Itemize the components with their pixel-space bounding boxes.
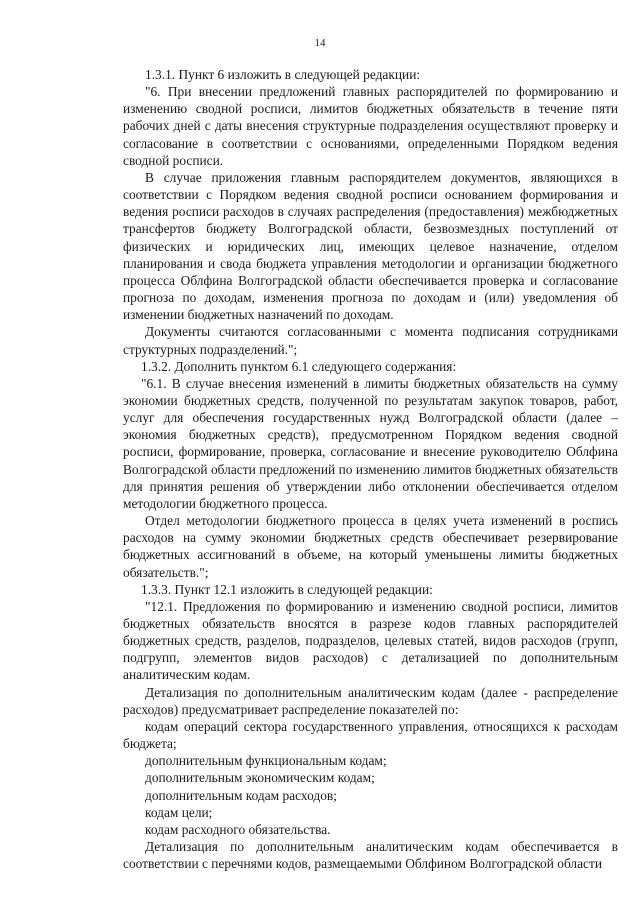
list-item-functional-codes: дополнительным функциональным кодам;: [145, 753, 387, 769]
list-item-operation-codes: кодам операций сектора государственного управления, относящихся к расходам бюджета;: [123, 718, 618, 752]
list-item-obligation-codes: кодам расходного обязательства.: [145, 821, 331, 837]
paragraph-documents-agreed: Документы считаются согласованными с момента подписания сотрудниками структурных подразделений.";: [123, 324, 618, 357]
paragraph-detailing: Детализация по дополнительным аналитическим кодам (далее - распределение расходов) предусматривает распределение показателей по:: [123, 684, 618, 717]
paragraph-methodology-department: Отдел методологии бюджетного процесса в целях учета изменений в роспись расходов на сумму экономии бюджетных средств обеспечивает резервирование бюджетных ассигнований в объеме, на который уменьшены лимиты бюджетных обязательств.";: [123, 513, 618, 580]
page-number: 14: [314, 37, 326, 49]
paragraph-point-12-1: "12.1. Предложения по формированию и изменению сводной росписи, лимитов бюджетных обязательств вносятся в разрезе кодов главных распорядителей бюджетных средств, разделов, подразделов, целевых статей, видов расходов (групп, подгрупп, элементов видов расходов) с детализацией по дополнительным аналитическим кодам.: [123, 598, 618, 683]
paragraph-point-6: "6. При внесении предложений главных распорядителей по формированию и изменению сводной росписи, лимитов бюджетных обязательств в течение пяти рабочих дней с даты внесения структурные подразделения осуществляют проверку и согласование в соответствии с основаниями, определенными Порядком ведения сводной росписи.: [123, 84, 618, 168]
paragraph-1-3-1-heading: 1.3.1. Пункт 6 изложить в следующей редакции:: [145, 67, 421, 82]
paragraph-1-3-2-heading: 1.3.2. Дополнить пунктом 6.1 следующего содержания:: [141, 358, 457, 374]
list-item-economic-codes: дополнительным экономическим кодам;: [145, 770, 375, 786]
list-item-goal-codes: кодам цели;: [145, 804, 213, 820]
paragraph-point-6-1: "6.1. В случае внесения изменений в лимиты бюджетных обязательств на сумму экономии бюджетных средств, полученной по результатам закупок товаров, работ, услуг для обеспечения государственных нужд Волгоградской области (далее – экономия бюджетных средств), предусмотренном Порядком ведения сводной росписи, формирование, проверка, согласование и внесение руководителю Облфина Волгоградской области предложений по изменению лимитов бюджетных обязательств для принятия решения об утверждении либо отклонении обеспечивается отделом методологии бюджетного процесса.: [123, 375, 618, 511]
document-body: [123, 66, 618, 872]
paragraph-documents-attachment: В случае приложения главным распорядителем документов, являющихся в соответствии с Порядком ведения сводной росписи основанием формирования и ведения росписи расходов в случаях распределения (предоставления) межбюджетных трансфертов бюджету Волгоградской области, безвозмездных поступлений от физических и юридических лиц, имеющих целевое назначение, отделом планирования и свода бюджета управления методологии и организации бюджетного процесса Облфина Волгоградской области обеспечивается проверка и согласование прогноза по доходам, изменения прогноза по доходам и (или) уведомления об изменении бюджетных назначений по доходам.: [123, 169, 618, 323]
list-item-expense-codes: дополнительным кодам расходов;: [145, 787, 337, 803]
paragraph-detailing-provision: Детализация по дополнительным аналитическим кодам обеспечивается в соответствии с перечнями кодов, размещаемыми Облфином Волгоградской области: [123, 839, 618, 872]
paragraph-1-3-3-heading: 1.3.3. Пункт 12.1 изложить в следующей редакции:: [141, 581, 433, 597]
